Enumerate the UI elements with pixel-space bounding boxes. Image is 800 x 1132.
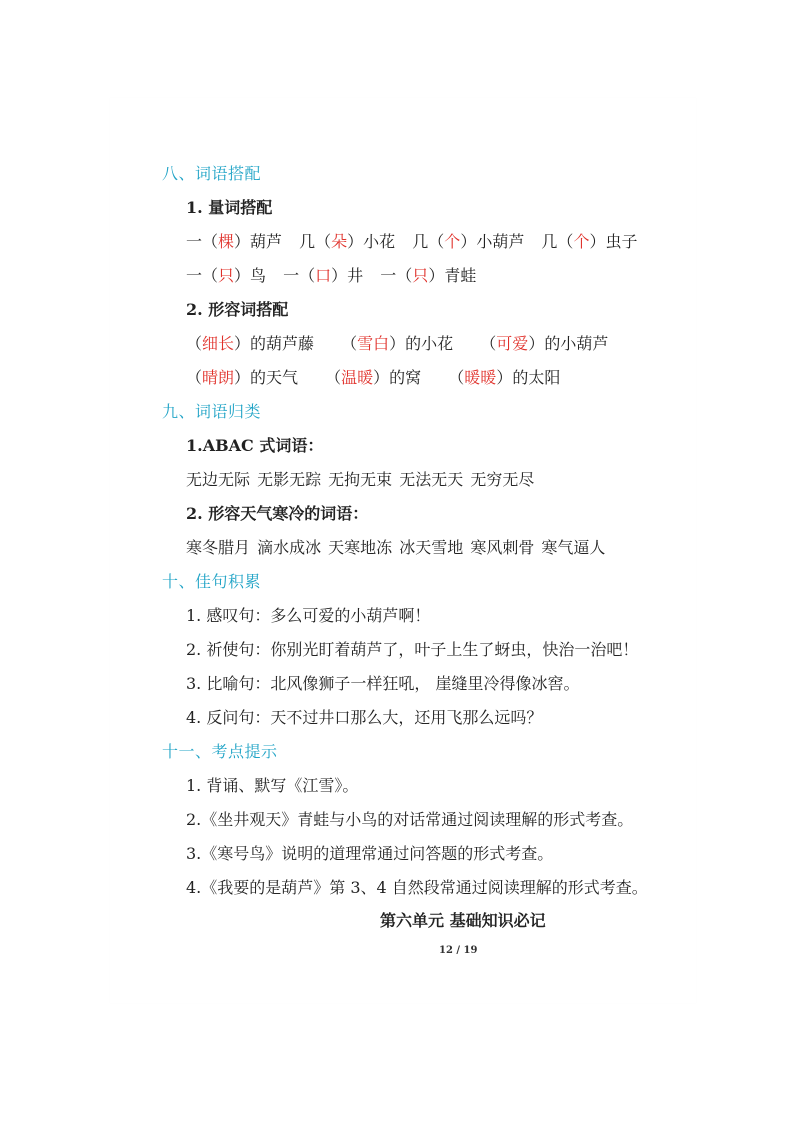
answer-word: 雪白 (357, 334, 390, 353)
measure-row-2 (186, 265, 476, 287)
pair-suffix: ）的窝 (373, 368, 422, 387)
answer-word: 朵 (331, 232, 348, 251)
answer-word: 只 (412, 266, 429, 285)
pair-suffix: ）小花 (347, 232, 396, 251)
adjective-row-2 (186, 367, 560, 389)
pair-prefix: 几（ (299, 232, 332, 251)
pair-prefix: （ (480, 334, 497, 353)
page-number: 12 / 19 (439, 945, 478, 956)
pair-prefix: 一（ (186, 232, 219, 251)
subheading-cold-words: 2. 形容天气寒冷的词语： (186, 504, 369, 523)
measure-row-1 (186, 231, 637, 253)
sentence-item: 3. 比喻句：北风像狮子一样狂吼， 崖缝里冷得像冰窖。 (186, 674, 580, 693)
next-unit-title: 第六单元 基础知识必记 (380, 911, 546, 930)
pair-suffix: ）青蛙 (428, 266, 477, 285)
answer-word: 个 (573, 232, 590, 251)
pair-suffix: ）虫子 (589, 232, 638, 251)
pair-suffix: ）的小葫芦 (528, 334, 609, 353)
exam-tip-item: 4.《我要的是葫芦》第 3、4 自然段常通过阅读理解的形式考查。 (186, 878, 648, 897)
answer-word: 晴朗 (202, 368, 235, 387)
sentence-item: 2. 祈使句：你别光盯着葫芦了，叶子上生了蚜虫，快治一治吧！ (186, 640, 639, 659)
cold-words: 寒冬腊月 滴水成冰 天寒地冻 冰天雪地 寒风刺骨 寒气逼人 (186, 538, 606, 557)
pair-suffix: ）鸟 (234, 266, 267, 285)
answer-word: 口 (315, 266, 332, 285)
pair-prefix: 几（ (541, 232, 574, 251)
pair-prefix: （ (448, 368, 465, 387)
answer-word: 棵 (218, 232, 235, 251)
pair-suffix: ）的太阳 (496, 368, 561, 387)
abac-words: 无边无际 无影无踪 无拘无束 无法无天 无穷无尽 (186, 470, 535, 489)
answer-word: 个 (444, 232, 461, 251)
answer-word: 可爱 (496, 334, 529, 353)
section-heading-11: 十一、考点提示 (162, 742, 278, 761)
subheading-measure-words: 1. 量词搭配 (186, 198, 273, 217)
sentence-item: 4. 反问句：天不过井口那么大，还用飞那么远吗？ (186, 708, 543, 727)
adjective-row-1 (186, 333, 608, 355)
pair-prefix: （ (186, 368, 203, 387)
section-heading-10: 十、佳句积累 (162, 572, 262, 591)
pair-suffix: ）的葫芦藤 (234, 334, 315, 353)
pair-suffix: ）的小花 (389, 334, 454, 353)
pair-prefix: 几（ (412, 232, 445, 251)
answer-word: 细长 (202, 334, 235, 353)
section-heading-8: 八、词语搭配 (162, 164, 262, 183)
exam-tip-item: 2.《坐井观天》青蛙与小鸟的对话常通过阅读理解的形式考查。 (186, 810, 634, 829)
exam-tip-item: 3.《寒号鸟》说明的道理常通过问答题的形式考查。 (186, 844, 554, 863)
subheading-abac: 1.ABAC 式词语： (186, 436, 324, 455)
exam-tip-item: 1. 背诵、默写《江雪》。 (186, 776, 359, 795)
pair-prefix: 一（ (283, 266, 316, 285)
pair-suffix: ）井 (331, 266, 364, 285)
pair-suffix: ）的天气 (234, 368, 299, 387)
pair-prefix: （ (341, 334, 358, 353)
pair-prefix: 一（ (380, 266, 413, 285)
pair-prefix: 一（ (186, 266, 219, 285)
answer-word: 暖暖 (464, 368, 497, 387)
section-heading-9: 九、词语归类 (162, 402, 262, 421)
sentence-item: 1. 感叹句：多么可爱的小葫芦啊！ (186, 606, 431, 625)
pair-suffix: ）葫芦 (234, 232, 283, 251)
pair-prefix: （ (186, 334, 203, 353)
pair-prefix: （ (325, 368, 342, 387)
answer-word: 温暖 (341, 368, 374, 387)
pair-suffix: ）小葫芦 (460, 232, 525, 251)
answer-word: 只 (218, 266, 235, 285)
subheading-adjectives: 2. 形容词搭配 (186, 300, 289, 319)
